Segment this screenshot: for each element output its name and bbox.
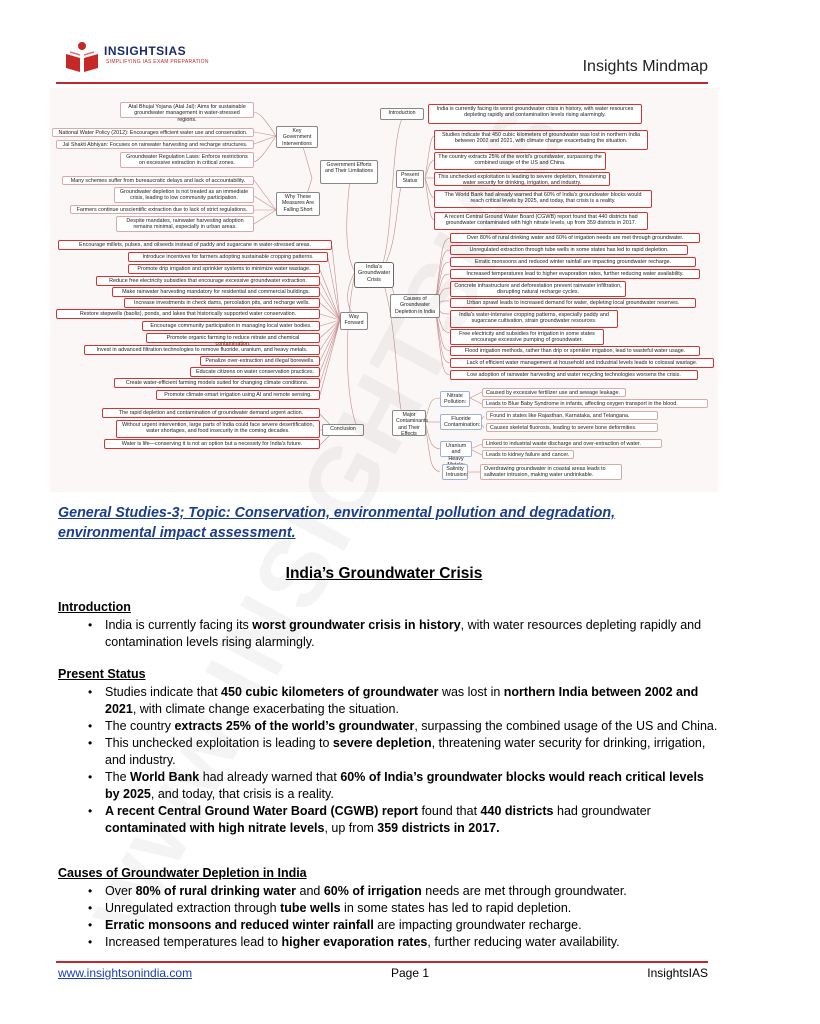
- intervention-leaf-4: Groundwater Regulation Laws: Enforce restrictions on excessive extraction in critical zones.: [120, 152, 254, 168]
- cause-leaf-9: Flood irrigation methods, rather than drip or sprinkler irrigation, lead to wasteful water usage.: [450, 346, 700, 356]
- bullet-item: [58, 735, 718, 769]
- intro-bullets: [58, 617, 718, 651]
- way-leaf-5: Make rainwater harvesting mandatory for residential and commercial buildings.: [112, 287, 320, 297]
- bold-text: 440 districts: [480, 804, 554, 818]
- subject-line: General Studies-3; Topic: Conservation, environmental pollution and degradation, environmental impact assessment.: [58, 505, 616, 541]
- branch-conclusion: Conclusion: [322, 424, 364, 436]
- short-leaf-1: Many schemes suffer from bureaucratic delays and lack of accountability.: [62, 176, 254, 185]
- way-leaf-2: Introduce incentives for farmers adopting sustainable cropping patterns.: [128, 252, 328, 262]
- cause-leaf-10: Lack of efficient water management at household and industrial levels leads to colossal wastage.: [450, 358, 714, 368]
- bullet-item: [58, 617, 718, 651]
- short-leaf-3: Farmers continue unscientific extraction due to lack of strict regulations.: [70, 205, 254, 214]
- branch-contaminants: Major Contaminants and Their Effects: [392, 410, 426, 436]
- insightsias-logo: [62, 40, 222, 76]
- way-leaf-11: Penalize over-extraction and illegal borewells.: [200, 356, 320, 366]
- footer-brand: InsightsIAS: [647, 966, 708, 980]
- text-run: , with water resources depleting rapidly and contamination levels rising alarmingly.: [105, 618, 702, 649]
- bold-text: tube wells: [280, 901, 341, 915]
- heading-present-status: Present Status: [58, 667, 146, 681]
- logo-text: INSIGHTSIAS: [104, 44, 187, 58]
- causes-bullets: [58, 883, 718, 951]
- bold-text: contaminated with high nitrate levels: [105, 821, 325, 835]
- bold-text: 60% of irrigation: [323, 884, 422, 898]
- contaminant-salinity: Salinity Intrusion:: [442, 464, 468, 480]
- way-leaf-10: Invest in advanced filtration technologies to remove fluoride, uranium, and heavy metals.: [84, 345, 320, 355]
- mindmap-central-node: India's Groundwater Crisis: [354, 262, 394, 288]
- header-divider: [56, 82, 708, 84]
- bullet-item: [58, 900, 718, 917]
- branch-key-interventions: Key Government Interventions: [276, 126, 318, 148]
- branch-present-status: Present Status: [396, 170, 424, 188]
- text-run: had groundwater: [553, 804, 651, 818]
- bullet-item: [58, 934, 718, 951]
- text-run: was lost in: [438, 685, 504, 699]
- bold-text: 450 cubic kilometers of groundwater: [221, 685, 439, 699]
- nitrate-effect-1: Caused by excessive fertilizer use and sewage leakage.: [482, 388, 626, 397]
- text-run: Studies indicate that: [105, 685, 222, 699]
- uranium-effect-2: Leads to kidney failure and cancer.: [482, 450, 574, 459]
- short-leaf-2: Groundwater depletion is not treated as an immediate crisis, leading to low community participation.: [114, 187, 254, 203]
- branch-introduction: Introduction: [380, 108, 424, 120]
- heading-introduction: Introduction: [58, 600, 131, 614]
- bullet-item: [58, 917, 718, 934]
- cause-leaf-8: Free electricity and subsidies for irrigation in some states encourage excessive pumping of groundwater.: [450, 329, 604, 345]
- footer-page-number: Page 1: [390, 966, 430, 980]
- footer-website-link[interactable]: www.insightsonindia.com: [58, 966, 193, 980]
- bullet-item: [58, 718, 718, 735]
- status-leaf-4: The World Bank had already warned that 60% of India's groundwater blocks would reach critical levels by 2025, and today, that crisis is a reality.: [434, 190, 652, 208]
- text-run: India is currently facing its: [105, 618, 253, 632]
- way-leaf-7: Restore stepwells (baolis), ponds, and lakes that historically supported water conservation.: [56, 309, 320, 319]
- status-leaf-1: Studies indicate that 450 cubic kilometers of groundwater was lost in northern India between 2002 and 2021, with climate change exacerbating the situation.: [434, 130, 648, 150]
- cause-leaf-2: Unregulated extraction through tube wells in some states has led to rapid depletion.: [450, 245, 688, 255]
- intervention-leaf-1: Atal Bhujal Yojana (Atal Jal): Aims for sustainable groundwater management in water-stressed regions.: [120, 102, 254, 118]
- short-leaf-4: Despite mandates, rainwater harvesting adoption remains minimal, especially in urban areas.: [116, 216, 254, 232]
- text-run: Over: [105, 884, 136, 898]
- text-run: had already warned that: [199, 770, 341, 784]
- salinity-effect-1: Overdrawing groundwater in coastal areas leads to saltwater intrusion, making water undrinkable.: [480, 464, 622, 480]
- text-run: in some states has led to rapid depletion.: [340, 901, 572, 915]
- text-run: Unregulated extraction through: [105, 901, 281, 915]
- conclusion-leaf-1: The rapid depletion and contamination of groundwater demand urgent action.: [102, 408, 320, 418]
- text-run: The: [105, 770, 131, 784]
- bold-text: A recent Central Ground Water Board (CGWB) report: [105, 804, 418, 818]
- cause-leaf-1: Over 80% of rural drinking water and 60% of irrigation needs are met through groundwater.: [450, 233, 700, 243]
- bullet-item: [58, 883, 718, 900]
- fluoride-effect-2: Causes skeletal fluorosis, leading to severe bone deformities.: [486, 423, 658, 432]
- text-run: The country: [105, 719, 175, 733]
- way-leaf-8: Encourage community participation in managing local water bodies.: [142, 321, 320, 331]
- bold-text: higher evaporation rates: [281, 935, 428, 949]
- bold-text: severe depletion: [332, 736, 432, 750]
- cause-leaf-7: India's water-intensive cropping patterns, especially paddy and sugarcane cultivation, strain groundwater resources.: [450, 310, 618, 328]
- way-leaf-14: Promote climate-smart irrigation using AI and remote sensing.: [156, 390, 320, 400]
- bold-text: extracts 25% of the world’s groundwater: [174, 719, 415, 733]
- header-title: Insights Mindmap: [582, 58, 708, 75]
- book-logo-icon: [62, 40, 102, 76]
- way-leaf-4: Reduce free electricity subsidies that encourage excessive groundwater extraction.: [96, 276, 320, 286]
- bold-text: 60% of India’s groundwater blocks would reach critical levels by 2025: [105, 770, 704, 801]
- text-run: , surpassing the combined usage of the US and China.: [414, 719, 718, 733]
- bold-text: northern India between 2002 and 2021: [105, 685, 699, 716]
- cause-leaf-3: Erratic monsoons and reduced winter rainfall are impacting groundwater recharge.: [450, 257, 696, 267]
- cause-leaf-4: Increased temperatures lead to higher evaporation rates, further reducing water availability.: [450, 269, 700, 279]
- way-leaf-6: Increase investments in check dams, percolation pits, and recharge wells.: [124, 298, 320, 308]
- text-run: , and today, that crisis is a reality.: [150, 787, 334, 801]
- mindmap: [50, 88, 718, 492]
- contaminant-nitrate: Nitrate Pollution:: [440, 391, 470, 407]
- way-leaf-1: Encourage millets, pulses, and oilseeds instead of paddy and sugarcane in water-stressed areas.: [58, 240, 332, 250]
- status-leaf-5: A recent Central Ground Water Board (CGWB) report found that 440 districts had groundwater contaminated with high nitrate levels, up from 359 districts in 2017.: [434, 212, 648, 230]
- heading-causes: Causes of Groundwater Depletion in India: [58, 866, 307, 880]
- intervention-leaf-3: Jal Shakti Abhiyan: Focuses on rainwater harvesting and recharge structures.: [56, 140, 254, 149]
- text-run: , threatening water security for drinking, irrigation, and industry.: [105, 736, 706, 767]
- bullet-item: [58, 803, 718, 837]
- branch-govt-efforts: Government Efforts and Their Limitations: [320, 160, 378, 184]
- contaminant-uranium: Uranium and Heavy: [440, 441, 472, 457]
- status-leaf-3: This unchecked exploitation is leading to severe depletion, threatening water security for drinking, irrigation, and industry.: [434, 172, 610, 186]
- way-leaf-12: Educate citizens on water conservation practices.: [190, 367, 320, 377]
- text-run: , with climate change exacerbating the situation.: [132, 702, 399, 716]
- branch-why-short: Why These Measures Are Falling Short: [276, 192, 320, 216]
- intervention-leaf-2: National Water Policy (2012): Encourages efficient water use and conservation.: [52, 128, 254, 137]
- way-leaf-9: Promote organic farming to reduce nitrate and chemical: [146, 333, 320, 343]
- bullet-item: [58, 684, 718, 718]
- bold-text: World Bank: [130, 770, 200, 784]
- bullet-item: [58, 769, 718, 803]
- fluoride-effect-1: Found in states like Rajasthan, Karnataka, and Telangana.: [486, 411, 658, 420]
- text-run: needs are met through groundwater.: [421, 884, 627, 898]
- bold-text: Erratic monsoons and reduced winter rainfall: [105, 918, 374, 932]
- cause-leaf-5: Concrete infrastructure and deforestation prevent rainwater infiltration, disrupting natural recharge cycles.: [450, 281, 626, 297]
- text-run: , up from: [324, 821, 378, 835]
- bold-text: worst groundwater crisis in history: [252, 618, 461, 632]
- status-bullets: [58, 684, 718, 837]
- text-run: , further reducing water availability.: [427, 935, 620, 949]
- document-title: India’s Groundwater Crisis: [285, 565, 483, 582]
- text-run: This unchecked exploitation is leading to: [105, 736, 333, 750]
- text-run: are impacting groundwater recharge.: [373, 918, 582, 932]
- cause-leaf-6: Urban sprawl leads to increased demand for water, depleting local groundwater reserves.: [450, 298, 696, 308]
- bold-text: 80% of rural drinking water: [135, 884, 297, 898]
- branch-causes: Causes of Groundwater Depletion in India: [390, 294, 440, 318]
- text-run: Increased temperatures lead to: [105, 935, 282, 949]
- logo-tagline: SIMPLIFYING IAS EXAM PREPARATION: [106, 59, 209, 65]
- status-leaf-2: The country extracts 25% of the world's groundwater, surpassing the combined usage of the US and China.: [434, 152, 606, 170]
- text-run: found that: [417, 804, 481, 818]
- text-run: and: [296, 884, 324, 898]
- footer-divider: [56, 961, 708, 963]
- intro-leaf: India is currently facing its worst groundwater crisis in history, with water resources depleting rapidly and contamination levels rising alarmingly.: [428, 104, 642, 124]
- way-leaf-13: Create water-efficient farming models suited for changing climate conditions.: [114, 378, 320, 388]
- conclusion-leaf-3: Water is life—conserving it is not an option but a necessity for India's future.: [104, 439, 320, 449]
- contaminant-fluoride: Fluoride Contamination:: [440, 414, 482, 430]
- conclusion-leaf-2: Without urgent intervention, large parts of India could face severe desertification, water shortages, and food insecurity in the coming decades.: [116, 420, 320, 438]
- cause-leaf-11: Low adoption of rainwater harvesting and water recycling technologies worsens the crisis.: [450, 370, 698, 380]
- nitrate-effect-2: Leads to Blue Baby Syndrome in infants, affecting oxygen transport in the blood.: [482, 399, 708, 408]
- way-leaf-3: Promote drip irrigation and sprinkler systems to minimize water wastage.: [128, 264, 320, 274]
- uranium-effect-1: Linked to industrial waste discharge and over-extraction of water.: [482, 439, 662, 448]
- bold-text: 359 districts in 2017.: [377, 821, 500, 835]
- branch-way-forward: Way Forward: [340, 312, 368, 330]
